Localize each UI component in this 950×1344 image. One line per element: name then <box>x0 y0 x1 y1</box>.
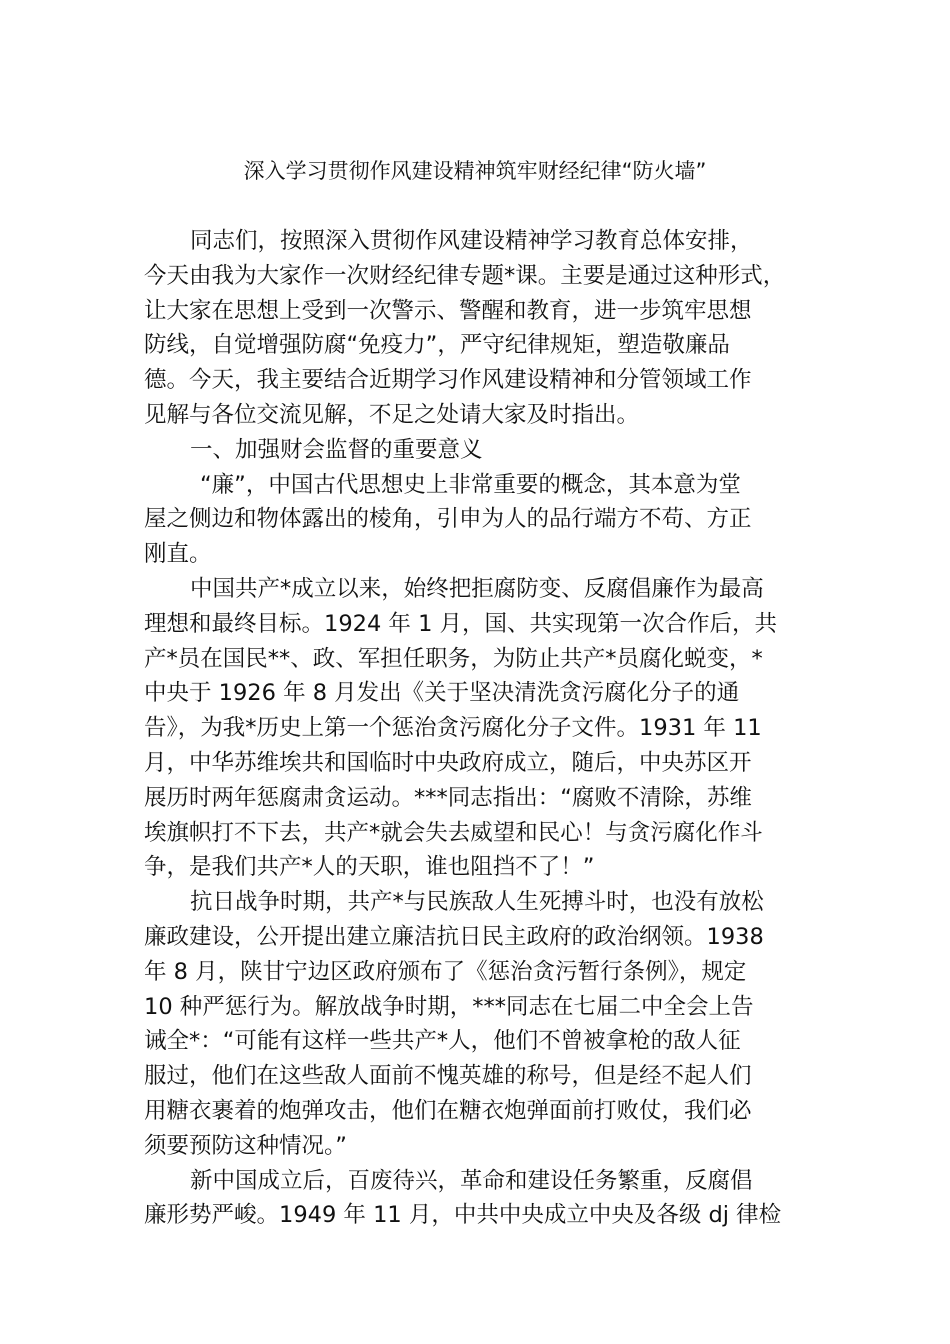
section-heading: 一、加强财会监督的重要意义 <box>190 436 483 463</box>
text-line: 10 种严惩行为。解放战争时期，***同志在七届二中全会上告 <box>144 993 754 1020</box>
text-line: 埃旗帜打不下去，共产*就会失去威望和民心！与贪污腐化作斗 <box>144 819 763 846</box>
text-line: 用糖衣裹着的炮弹攻击，他们在糖衣炮弹面前打败仗，我们必 <box>144 1097 752 1124</box>
text-line: 中国共产*成立以来，始终把拒腐防变、反腐倡廉作为最高 <box>190 575 764 602</box>
text-line: 廉政建设，公开提出建立廉洁抗日民主政府的政治纲领。1938 <box>144 923 764 950</box>
text-line: 防线，自觉增强防腐“免疫力”，严守纪律规矩，塑造敬廉品 <box>144 332 730 359</box>
document-title: 深入学习贯彻作风建设精神筑牢财经纪律“防火墙” <box>243 159 707 183</box>
text-line: 见解与各位交流见解，不足之处请大家及时指出。 <box>144 401 640 428</box>
text-line: 德。今天，我主要结合近期学习作风建设精神和分管领域工作 <box>144 367 752 394</box>
text-line: 争，是我们共产*人的天职，谁也阻挡不了！” <box>144 854 595 881</box>
text-line: 须要预防这种情况。” <box>144 1132 347 1159</box>
text-line: 月，中华苏维埃共和国临时中央政府成立，随后，中央苏区开 <box>144 749 752 776</box>
text-line: 廉形势严峻。1949 年 11 月，中共中央成立中央及各级 dj 律检 <box>144 1202 782 1229</box>
text-line: 新中国成立后，百废待兴，革命和建设任务繁重，反腐倡 <box>190 1167 753 1194</box>
text-line: 服过，他们在这些敌人面前不愧英雄的称号，但是经不起人们 <box>144 1063 752 1090</box>
text-line: 同志们，按照深入贯彻作风建设精神学习教育总体安排， <box>190 228 753 254</box>
text-line: 年 8 月，陕甘宁边区政府颁布了《惩治贪污暂行条例》，规定 <box>144 958 747 985</box>
text-line: “廉”，中国古代思想史上非常重要的概念，其本意为堂 <box>200 471 741 498</box>
text-line: 今天由我为大家作一次财经纪律专题*课。主要是通过这种形式， <box>144 262 786 289</box>
text-line: 诫全*：“可能有这样一些共产*人，他们不曾被拿枪的敌人征 <box>144 1028 741 1055</box>
text-line: 告》，为我*历史上第一个惩治贪污腐化分子文件。1931 年 11 <box>144 715 762 742</box>
text-line: 刚直。 <box>144 541 212 568</box>
text-line: 产*员在国民**、政、军担任职务，为防止共产*员腐化蜕变，* <box>144 645 763 672</box>
text-line: 中央于 1926 年 8 月发出《关于坚决清洗贪污腐化分子的通 <box>144 680 740 707</box>
text-line: 屋之侧边和物体露出的棱角，引申为人的品行端方不苟、方正 <box>144 506 752 533</box>
document-body <box>144 224 808 1233</box>
text-line: 理想和最终目标。1924 年 1 月，国、共实现第一次合作后，共 <box>144 610 778 637</box>
text-line: 展历时两年惩腐肃贪运动。***同志指出：“腐败不清除，苏维 <box>144 784 752 811</box>
text-line: 让大家在思想上受到一次警示、警醒和教育，进一步筑牢思想 <box>144 297 752 324</box>
text-line: 抗日战争时期，共产*与民族敌人生死搏斗时，也没有放松 <box>190 889 764 916</box>
